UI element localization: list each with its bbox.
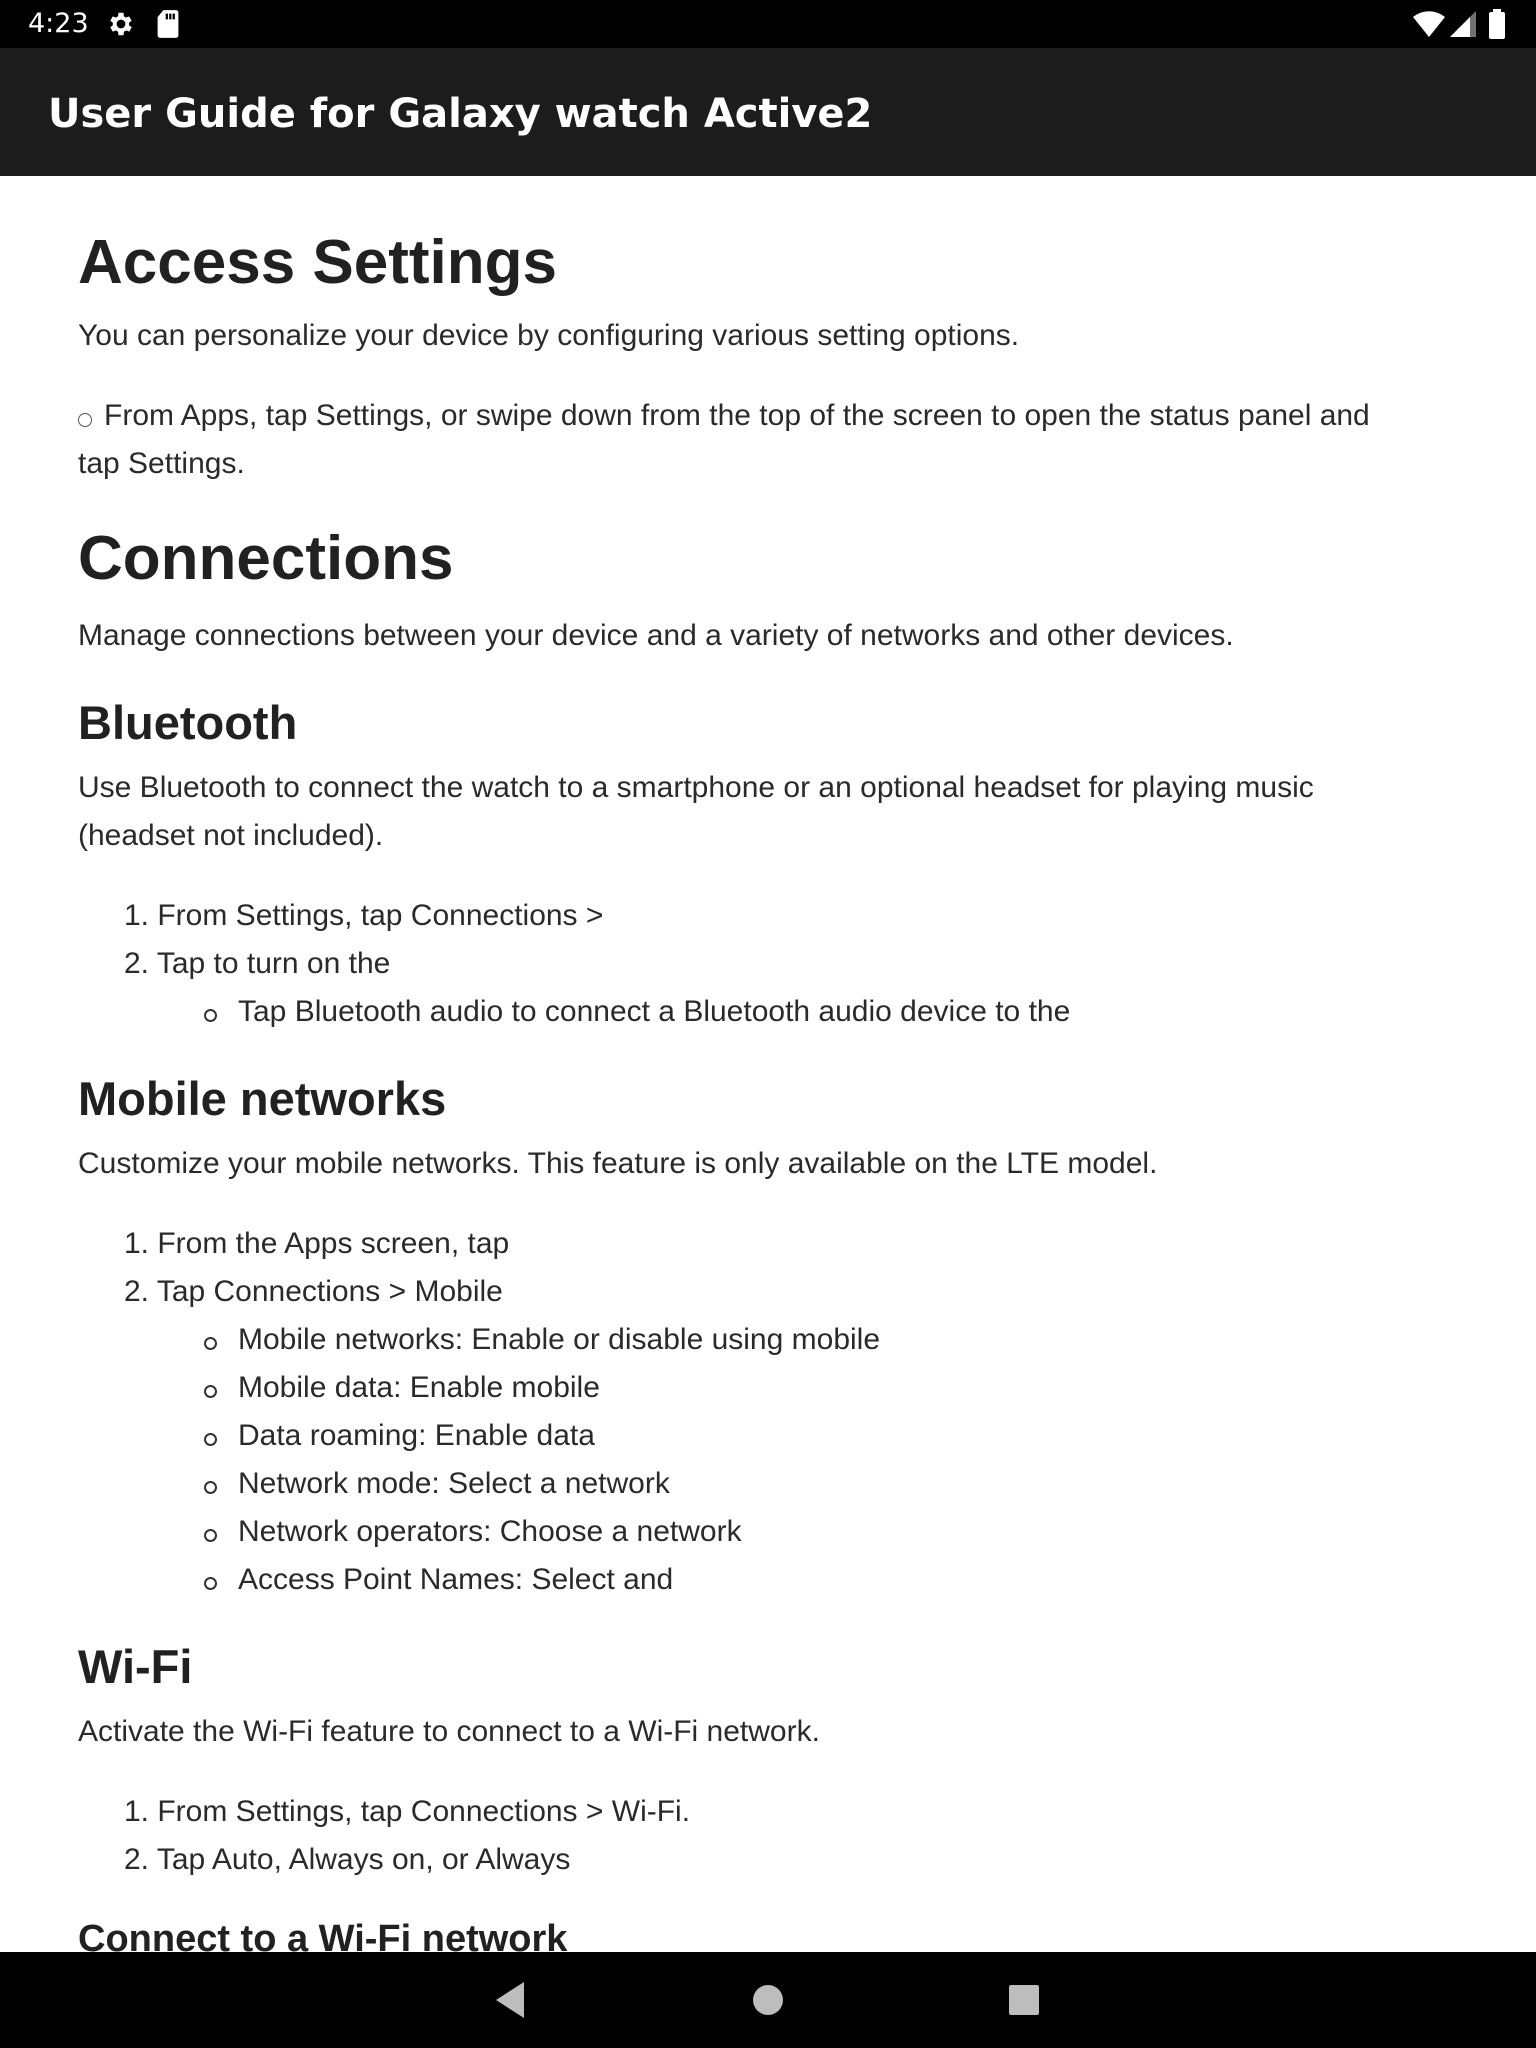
mobile-intro: Customize your mobile networks. This feature is only available on the LTE model. [78,1147,1158,1180]
list-item: 2. Tap Auto, Always on, or Always [124,1843,571,1876]
list-item: Mobile networks: Enable or disable using mobile [238,1323,881,1356]
bullet-icon [204,1337,217,1350]
bullet-icon [204,1577,217,1590]
bluetooth-intro-line2: (headset not included). [78,819,384,852]
navigation-bar [0,1952,1536,2048]
heading-bluetooth: Bluetooth [78,696,298,749]
list-item: Data roaming: Enable data [238,1419,595,1452]
list-item: 1. From Settings, tap Connections > Wi-Fi. [124,1795,691,1828]
cell-signal-icon [1450,9,1478,39]
status-time: 4:23 [28,8,89,39]
heading-access-settings: Access Settings [78,228,557,297]
article-content[interactable] [0,176,1536,1952]
bluetooth-intro-line1: Use Bluetooth to connect the watch to a smartphone or an optional headset for playing music [78,771,1314,804]
access-step-line2: tap Settings. [78,447,245,480]
list-item: Mobile data: Enable mobile [238,1371,600,1404]
wifi-intro: Activate the Wi-Fi feature to connect to a Wi-Fi network. [78,1715,820,1748]
bullet-icon [204,1529,217,1542]
bullet-icon [204,1385,217,1398]
list-item: 1. From Settings, tap Connections > [124,899,604,932]
heading-mobile-networks: Mobile networks [78,1072,447,1125]
connections-intro: Manage connections between your device and a variety of networks and other devices. [78,619,1234,652]
list-item: 2. Tap to turn on the [124,947,391,980]
list-item: 1. From the Apps screen, tap [124,1227,510,1260]
list-item: Access Point Names: Select and [238,1563,674,1596]
app-bar [0,48,1536,176]
bullet-icon [204,1481,217,1494]
list-item: Network mode: Select a network [238,1467,670,1500]
bullet-icon [204,1433,217,1446]
access-intro: You can personalize your device by configuring various setting options. [78,319,1020,352]
wifi-icon [1412,9,1446,39]
list-item: 2. Tap Connections > Mobile [124,1275,503,1308]
recents-icon[interactable] [996,1972,1052,2028]
list-item: Network operators: Choose a network [238,1515,742,1548]
access-step [78,392,1370,440]
heading-connect-wifi: Connect to a Wi-Fi network [78,1918,568,1952]
heading-wifi: Wi-Fi [78,1640,193,1693]
back-icon[interactable] [482,1972,538,2028]
access-step-line1: From Apps, tap Settings, or swipe down from the top of the screen to open the status panel and [104,399,1370,432]
gear-icon [106,9,136,39]
list-item: Tap Bluetooth audio to connect a Bluetooth audio device to the [238,995,1071,1028]
bullet-icon [204,1009,217,1022]
sd-card-icon [156,9,180,39]
status-bar [0,0,1536,48]
radio-bullet-icon [78,413,92,427]
heading-connections: Connections [78,524,454,593]
home-icon[interactable] [740,1972,796,2028]
app-title: User Guide for Galaxy watch Active2 [48,91,873,137]
battery-icon [1488,9,1506,39]
